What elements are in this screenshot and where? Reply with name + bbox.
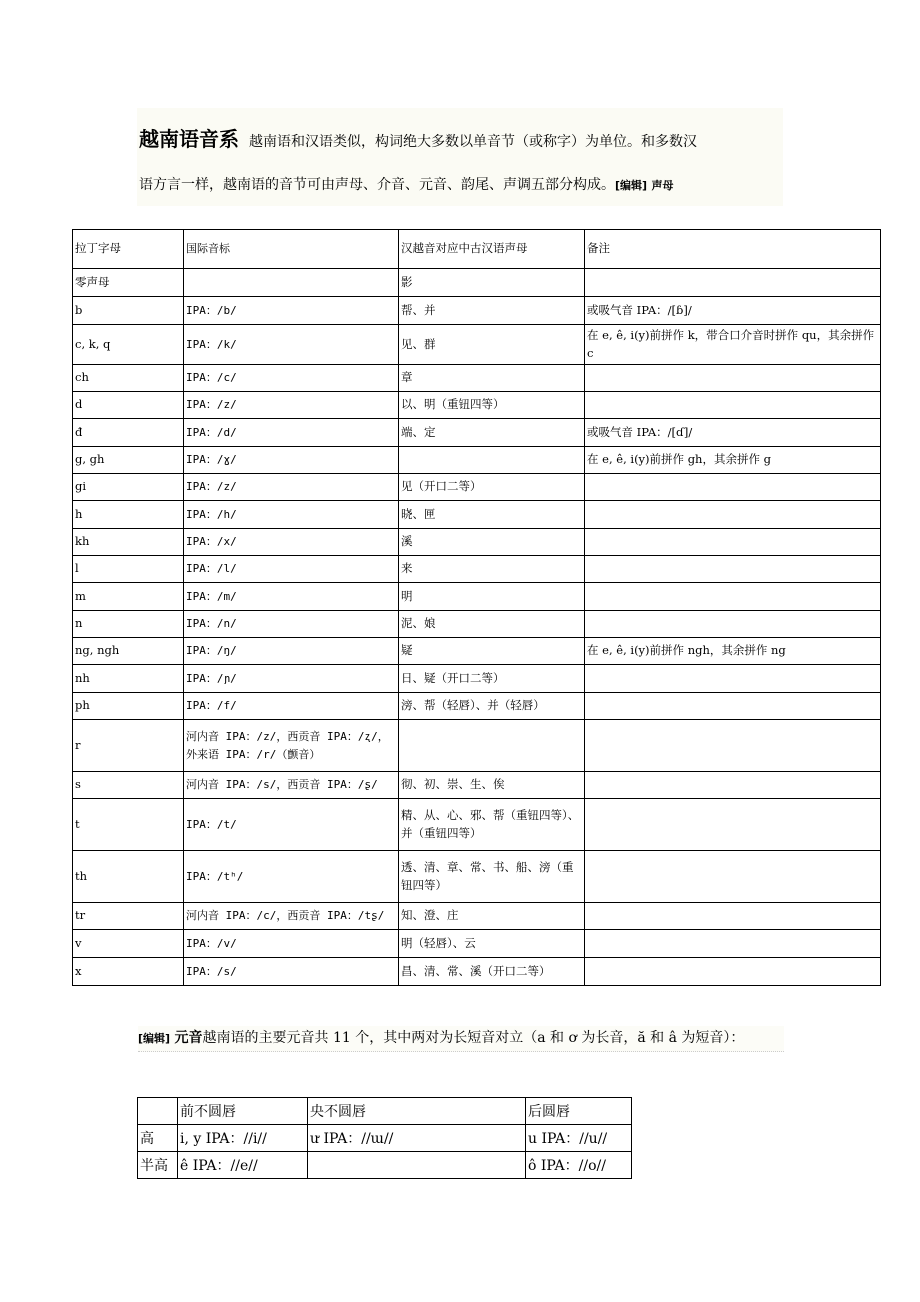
table-header-row: [73, 230, 881, 269]
table-row: [138, 1152, 632, 1179]
table-cell-middle-chinese: 见（开口二等）: [399, 474, 585, 501]
table-row: [73, 930, 881, 958]
table-cell-note: [585, 611, 881, 638]
table-cell-middle-chinese: 晓、匣: [399, 501, 585, 529]
table-row: [73, 611, 881, 638]
table-row: [73, 772, 881, 799]
table-cell-latin: 零声母: [73, 269, 184, 297]
table-cell-latin: x: [73, 958, 184, 986]
column-header: 汉越音对应中古汉语声母: [399, 230, 585, 269]
table-cell-note: [585, 501, 881, 529]
table-cell-note: 或吸气音 IPA：/[ɓ]/: [585, 297, 881, 325]
column-header: 备注: [585, 230, 881, 269]
table-cell: ư IPA：//ɯ//: [308, 1125, 526, 1152]
table-cell-latin: s: [73, 772, 184, 799]
table-cell-note: 在 e, ê, i(y)前拼作 k，带合口介音时拼作 qu，其余拼作 c: [585, 325, 881, 365]
table-cell-note: [585, 529, 881, 556]
table-row: [73, 419, 881, 447]
column-header: 央不圆唇: [308, 1098, 526, 1125]
table-row: [73, 447, 881, 474]
column-header: 拉丁字母: [73, 230, 184, 269]
page-title: 越南语音系: [139, 127, 239, 151]
table-row: [73, 638, 881, 665]
table-cell-latin: ph: [73, 693, 184, 720]
row-header: 高: [138, 1125, 178, 1152]
table-cell-note: [585, 903, 881, 930]
table-header-row: [138, 1098, 632, 1125]
table-cell-middle-chinese: 影: [399, 269, 585, 297]
table-cell-latin: n: [73, 611, 184, 638]
table-cell-note: [585, 693, 881, 720]
intro-line-1: [139, 123, 697, 152]
vowel-intro: [138, 1026, 784, 1052]
table-cell-note: 在 e, ê, i(y)前拼作 ngh，其余拼作 ng: [585, 638, 881, 665]
initials-table: [72, 229, 881, 986]
table-cell-ipa: IPA：/ɲ/: [184, 665, 399, 693]
table-cell-middle-chinese: 章: [399, 365, 585, 392]
table-row: [73, 720, 881, 772]
table-row: [73, 903, 881, 930]
table-cell-latin: l: [73, 556, 184, 583]
table-cell-note: [585, 392, 881, 419]
table-cell-ipa: IPA：/t/: [184, 799, 399, 851]
intro-line-2: [139, 174, 674, 194]
table-row: [73, 556, 881, 583]
table-row: [73, 297, 881, 325]
table-cell-middle-chinese: 端、定: [399, 419, 585, 447]
table-cell-middle-chinese: 溪: [399, 529, 585, 556]
edit-link[interactable]: [编辑]: [615, 179, 648, 192]
table-cell-ipa: IPA：/z/: [184, 392, 399, 419]
table-cell-ipa: IPA：/n/: [184, 611, 399, 638]
table-cell-note: [585, 772, 881, 799]
table-row: [73, 665, 881, 693]
edit-link[interactable]: [编辑]: [138, 1032, 171, 1045]
table-cell-middle-chinese: 明: [399, 583, 585, 611]
table-cell-note: [585, 930, 881, 958]
table-cell-note: [585, 958, 881, 986]
column-header: 后圆唇: [526, 1098, 632, 1125]
table-cell-latin: m: [73, 583, 184, 611]
table-cell: ê IPA：//e//: [178, 1152, 308, 1179]
table-row: [73, 583, 881, 611]
table-row: [73, 529, 881, 556]
table-cell-middle-chinese: 见、群: [399, 325, 585, 365]
table-row: [73, 474, 881, 501]
table-cell-ipa: 河内音 IPA：/c/，西贡音 IPA：/tʂ/: [184, 903, 399, 930]
table-cell-latin: gi: [73, 474, 184, 501]
row-header: 半高: [138, 1152, 178, 1179]
table-cell-note: 在 e, ê, i(y)前拼作 gh，其余拼作 g: [585, 447, 881, 474]
table-row: [138, 1125, 632, 1152]
table-cell-ipa: IPA：/v/: [184, 930, 399, 958]
table-cell-latin: v: [73, 930, 184, 958]
table-cell-ipa: IPA：/l/: [184, 556, 399, 583]
table-row: [73, 799, 881, 851]
table-cell-note: [585, 365, 881, 392]
table-cell: ô IPA：//o//: [526, 1152, 632, 1179]
table-cell-ipa: IPA：/c/: [184, 365, 399, 392]
table-cell-note: [585, 799, 881, 851]
table-cell-ipa: 河内音 IPA：/s/，西贡音 IPA：/ʂ/: [184, 772, 399, 799]
table-cell-latin: r: [73, 720, 184, 772]
table-row: [73, 501, 881, 529]
table-row: [73, 693, 881, 720]
table-cell-note: [585, 583, 881, 611]
table-cell-note: [585, 474, 881, 501]
table-cell-middle-chinese: 泥、娘: [399, 611, 585, 638]
table-row: [73, 325, 881, 365]
table-cell-middle-chinese: 明（轻唇）、云: [399, 930, 585, 958]
section-heading-vowels: 元音: [174, 1030, 203, 1046]
table-cell-middle-chinese: 透、清、章、常、书、船、滂（重钮四等）: [399, 851, 585, 903]
table-cell-latin: c, k, q: [73, 325, 184, 365]
intro-block: [137, 108, 783, 206]
table-cell: u IPA：//u//: [526, 1125, 632, 1152]
table-cell-middle-chinese: 日、疑（开口二等）: [399, 665, 585, 693]
table-cell-ipa: IPA：/h/: [184, 501, 399, 529]
vowels-table: [137, 1097, 632, 1179]
table-row: [73, 365, 881, 392]
table-row: [73, 392, 881, 419]
column-header: [138, 1098, 178, 1125]
table-cell-latin: b: [73, 297, 184, 325]
table-cell-ipa: IPA：/d/: [184, 419, 399, 447]
table-cell-note: 或吸气音 IPA：/[ɗ]/: [585, 419, 881, 447]
table-cell-ipa: [184, 269, 399, 297]
table-cell-latin: tr: [73, 903, 184, 930]
table-cell-middle-chinese: 彻、初、崇、生、俟: [399, 772, 585, 799]
table-cell-middle-chinese: 帮、并: [399, 297, 585, 325]
table-cell-latin: nh: [73, 665, 184, 693]
table-cell-latin: ng, ngh: [73, 638, 184, 665]
section-heading-initials: 声母: [651, 179, 674, 192]
table-cell-latin: t: [73, 799, 184, 851]
table-cell-middle-chinese: 精、从、心、邪、帮（重钮四等）、并（重钮四等）: [399, 799, 585, 851]
table-row: [73, 958, 881, 986]
table-cell-middle-chinese: 疑: [399, 638, 585, 665]
table-cell-middle-chinese: [399, 447, 585, 474]
intro-text-2: 语方言一样，越南语的音节可由声母、介音、元音、韵尾、声调五部分构成。: [139, 177, 615, 193]
table-cell-note: [585, 665, 881, 693]
column-header: 前不圆唇: [178, 1098, 308, 1125]
table-cell: [308, 1152, 526, 1179]
table-cell-latin: kh: [73, 529, 184, 556]
table-cell-middle-chinese: 知、澄、庄: [399, 903, 585, 930]
table-cell: i, y IPA：//i//: [178, 1125, 308, 1152]
table-row: [73, 269, 881, 297]
table-cell-ipa: IPA：/tʰ/: [184, 851, 399, 903]
table-cell-latin: h: [73, 501, 184, 529]
table-cell-note: [585, 720, 881, 772]
table-cell-note: [585, 269, 881, 297]
vowel-intro-text: 越南语的主要元音共 11 个，其中两对为长短音对立（a 和 ơ 为长音，ă 和 â 为短音）：: [202, 1030, 745, 1046]
table-cell-middle-chinese: 滂、帮（轻唇）、并（轻唇）: [399, 693, 585, 720]
table-cell-ipa: IPA：/f/: [184, 693, 399, 720]
table-cell-note: [585, 556, 881, 583]
table-cell-latin: g, gh: [73, 447, 184, 474]
table-cell-middle-chinese: [399, 720, 585, 772]
table-cell-latin: ch: [73, 365, 184, 392]
table-cell-latin: th: [73, 851, 184, 903]
table-cell-ipa: IPA：/s/: [184, 958, 399, 986]
table-cell-ipa: IPA：/ŋ/: [184, 638, 399, 665]
intro-text-1: 越南语和汉语类似，构词绝大多数以单音节（或称字）为单位。和多数汉: [249, 134, 697, 150]
table-cell-middle-chinese: 来: [399, 556, 585, 583]
table-cell-ipa: 河内音 IPA：/z/，西贡音 IPA：/ʐ/，外来语 IPA：/r/（颤音）: [184, 720, 399, 772]
table-cell-middle-chinese: 昌、清、常、溪（开口二等）: [399, 958, 585, 986]
table-cell-ipa: IPA：/k/: [184, 325, 399, 365]
column-header: 国际音标: [184, 230, 399, 269]
table-row: [73, 851, 881, 903]
table-cell-ipa: IPA：/ɣ/: [184, 447, 399, 474]
table-cell-note: [585, 851, 881, 903]
table-cell-latin: d: [73, 392, 184, 419]
table-cell-latin: đ: [73, 419, 184, 447]
table-cell-ipa: IPA：/x/: [184, 529, 399, 556]
table-cell-ipa: IPA：/m/: [184, 583, 399, 611]
table-cell-ipa: IPA：/b/: [184, 297, 399, 325]
table-cell-middle-chinese: 以、明（重钮四等）: [399, 392, 585, 419]
table-cell-ipa: IPA：/z/: [184, 474, 399, 501]
